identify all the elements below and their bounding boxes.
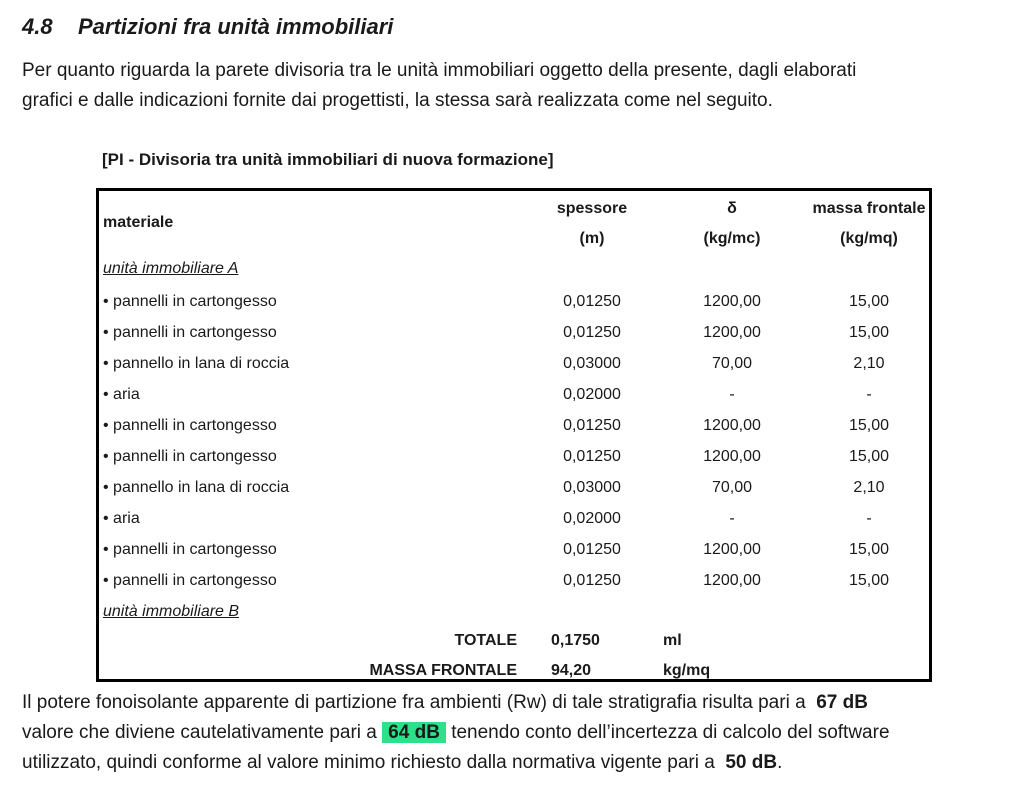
mass-total-label: MASSA FRONTALE xyxy=(369,662,517,679)
row-material: • pannelli in cartongesso xyxy=(103,448,277,465)
header-material: materiale xyxy=(103,214,174,231)
row-material: • pannelli in cartongesso xyxy=(103,293,277,310)
mass-total-value: 94,20 xyxy=(551,662,592,679)
row-density: 1200,00 xyxy=(703,417,761,434)
row-thickness: 0,01250 xyxy=(563,541,621,558)
conclusion-text: valore che diviene cautelativamente pari a xyxy=(22,722,377,743)
row-density: 1200,00 xyxy=(703,448,761,465)
header-thickness: spessore xyxy=(556,200,628,217)
stratigraphy-table xyxy=(96,188,932,682)
conclusion-paragraph xyxy=(22,688,1012,778)
row-density: 1200,00 xyxy=(703,324,761,341)
highlighted-value: 64 dB xyxy=(382,722,446,743)
row-thickness: 0,01250 xyxy=(563,293,621,310)
conclusion-line xyxy=(22,748,1012,778)
row-thickness: 0,01250 xyxy=(563,417,621,434)
conclusion-text: utilizzato, quindi conforme al valore minimo richiesto dalla normativa vigente pari a xyxy=(22,752,715,773)
total-unit: ml xyxy=(663,632,682,649)
row-mass: 15,00 xyxy=(848,541,890,558)
row-thickness: 0,02000 xyxy=(563,510,621,527)
row-density: - xyxy=(729,386,735,403)
total-value: 0,1750 xyxy=(551,632,600,649)
row-density: 70,00 xyxy=(711,355,753,372)
conclusion-line xyxy=(22,688,1012,718)
row-material: • pannelli in cartongesso xyxy=(103,417,277,434)
intro-paragraph xyxy=(22,56,1017,116)
header-mass-unit: (kg/mq) xyxy=(840,230,898,247)
row-material: • aria xyxy=(103,386,140,403)
header-thickness-unit: (m) xyxy=(579,230,605,247)
row-material: • pannello in lana di roccia xyxy=(103,355,290,372)
row-mass: 15,00 xyxy=(848,324,890,341)
unit-a-label: unità immobiliare A xyxy=(103,260,239,277)
row-density: 1200,00 xyxy=(703,293,761,310)
row-mass: 2,10 xyxy=(853,479,885,496)
intro-line: grafici e dalle indicazioni fornite dai progettisti, la stessa sarà realizzata come nel seguito. xyxy=(22,90,773,111)
row-density: 70,00 xyxy=(711,479,753,496)
row-thickness: 0,02000 xyxy=(563,386,621,403)
table-caption: [PI - Divisoria tra unità immobiliari di nuova formazione] xyxy=(102,150,554,169)
row-material: • pannelli in cartongesso xyxy=(103,572,277,589)
row-thickness: 0,03000 xyxy=(563,355,621,372)
unit-b-label: unità immobiliare B xyxy=(103,603,240,620)
row-thickness: 0,01250 xyxy=(563,572,621,589)
row-density: 1200,00 xyxy=(703,572,761,589)
row-thickness: 0,01250 xyxy=(563,448,621,465)
period: . xyxy=(777,752,783,773)
header-mass: massa frontale xyxy=(812,200,926,217)
section-number: 4.8 xyxy=(22,14,53,39)
row-material: • aria xyxy=(103,510,140,527)
rw-value: 67 dB xyxy=(816,692,868,713)
header-density-unit: (kg/mc) xyxy=(703,230,761,247)
row-mass: 15,00 xyxy=(848,448,890,465)
row-mass: - xyxy=(866,386,872,403)
row-thickness: 0,03000 xyxy=(563,479,621,496)
row-mass: 15,00 xyxy=(848,417,890,434)
row-material: • pannello in lana di roccia xyxy=(103,479,290,496)
row-mass: - xyxy=(866,510,872,527)
intro-line: Per quanto riguarda la parete divisoria tra le unità immobiliari oggetto della presente, dagli elaborati xyxy=(22,60,857,81)
conclusion-text: tenendo conto dell’incertezza di calcolo del software xyxy=(451,722,890,743)
row-mass: 15,00 xyxy=(848,293,890,310)
row-mass: 2,10 xyxy=(853,355,885,372)
section-title: Partizioni fra unità immobiliari xyxy=(78,14,394,39)
conclusion-text: Il potere fonoisolante apparente di partizione fra ambienti (Rw) di tale stratigrafia risulta pari a xyxy=(22,692,806,713)
row-thickness: 0,01250 xyxy=(563,324,621,341)
row-material: • pannelli in cartongesso xyxy=(103,324,277,341)
row-density: - xyxy=(729,510,735,527)
section-heading xyxy=(22,14,393,40)
mass-total-unit: kg/mq xyxy=(663,662,711,679)
conclusion-line xyxy=(22,718,1012,748)
total-label: TOTALE xyxy=(454,632,517,649)
row-density: 1200,00 xyxy=(703,541,761,558)
minimum-value: 50 dB xyxy=(725,752,778,773)
row-material: • pannelli in cartongesso xyxy=(103,541,277,558)
header-density: δ xyxy=(727,200,737,217)
row-mass: 15,00 xyxy=(848,572,890,589)
